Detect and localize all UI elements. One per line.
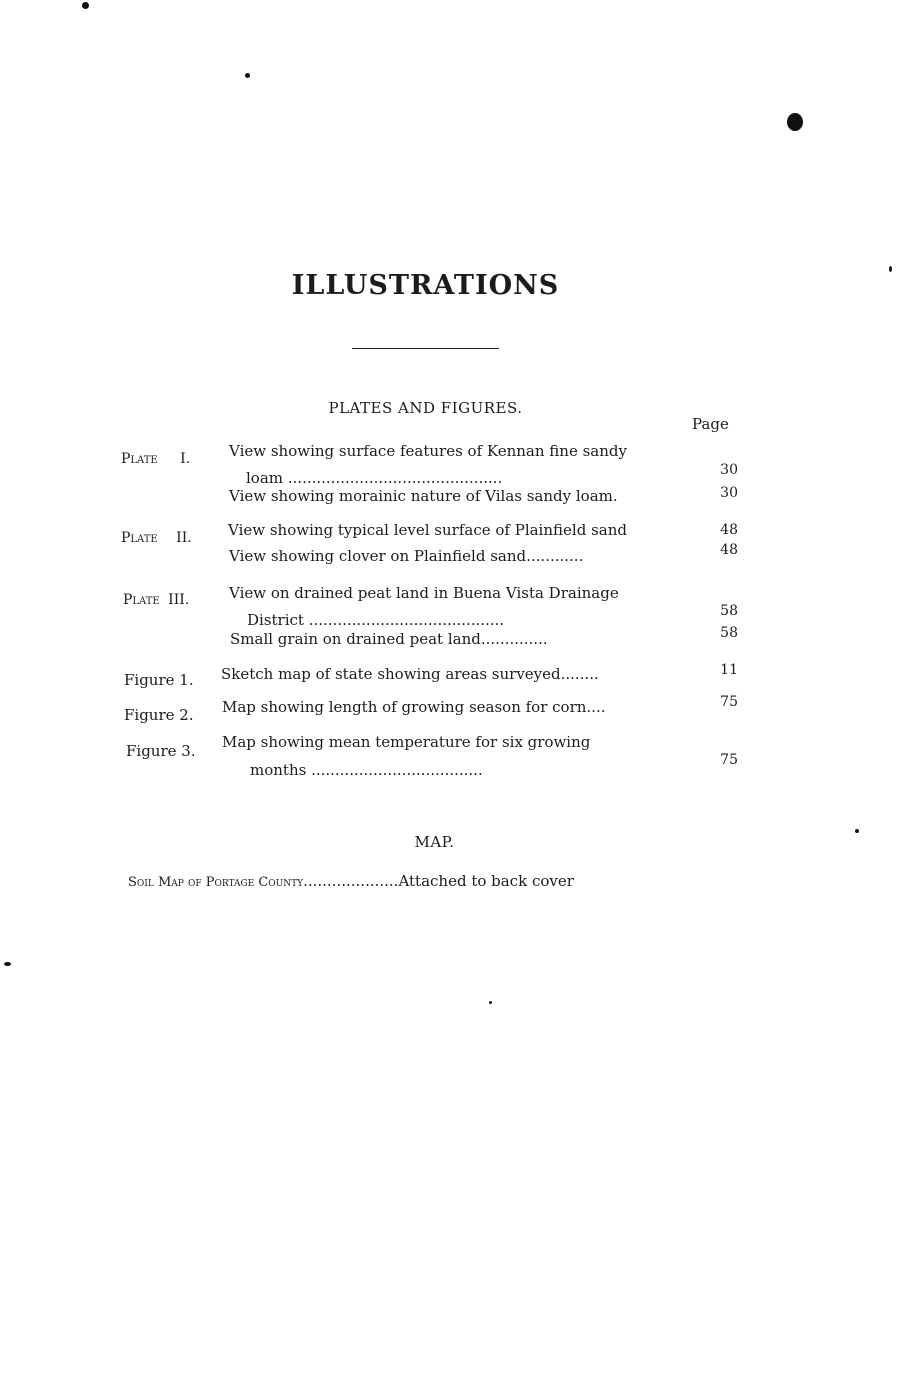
plate1-line3: View showing morainic nature of Vilas sandy loam. bbox=[229, 487, 618, 505]
plate-label bbox=[121, 451, 190, 467]
plates-heading: PLATES AND FIGURES. bbox=[328, 399, 523, 417]
soil-map-label: Soil Map of Portage County bbox=[128, 875, 304, 890]
map-heading: MAP. bbox=[414, 833, 455, 851]
plate3-line3: Small grain on drained peat land.............. bbox=[230, 630, 548, 648]
plate2-page1: 48 bbox=[720, 522, 738, 538]
figure3-line1: Map showing mean temperature for six growing bbox=[222, 733, 591, 751]
figure-label: Figure 2. bbox=[124, 706, 194, 724]
plate-number: I. bbox=[180, 451, 191, 467]
plate2-line1: View showing typical level surface of Plainfield sand bbox=[228, 521, 627, 539]
soil-map-entry bbox=[128, 872, 574, 890]
scan-speck bbox=[889, 266, 892, 272]
figure3-line2: months .................................... bbox=[250, 761, 483, 779]
plate-number: III. bbox=[168, 592, 190, 608]
plate3-page1: 58 bbox=[720, 603, 738, 619]
figure3-page: 75 bbox=[720, 752, 738, 768]
plate-label bbox=[123, 592, 189, 608]
figure-label: Figure 1. bbox=[124, 671, 194, 689]
plate-word: Plate bbox=[121, 530, 158, 546]
plate1-line2: loam ............................................. bbox=[246, 469, 503, 487]
scan-speck bbox=[82, 2, 89, 9]
plate2-page2: 48 bbox=[720, 542, 738, 558]
plate1-page1: 30 bbox=[720, 462, 738, 478]
plate-word: Plate bbox=[123, 592, 160, 608]
plate1-line1: View showing surface features of Kennan fine sandy bbox=[229, 442, 627, 460]
figure1-text: Sketch map of state showing areas surveyed........ bbox=[221, 665, 599, 683]
plate2-line2: View showing clover on Plainfield sand............ bbox=[229, 547, 584, 565]
plate-word: Plate bbox=[121, 451, 158, 467]
figure2-page: 75 bbox=[720, 694, 738, 710]
page-title: ILLUSTRATIONS bbox=[291, 270, 560, 301]
plate3-line1: View on drained peat land in Buena Vista Drainage bbox=[229, 584, 619, 602]
plate3-line2: District ......................................... bbox=[247, 611, 505, 629]
plate-number: II. bbox=[176, 530, 192, 546]
plate3-page2: 58 bbox=[720, 625, 738, 641]
scan-speck bbox=[489, 1001, 492, 1004]
soil-map-location: ....................Attached to back cover bbox=[303, 872, 574, 890]
figure2-text: Map showing length of growing season for corn.... bbox=[222, 698, 606, 716]
page-column-label: Page bbox=[692, 415, 729, 433]
scan-speck bbox=[787, 113, 803, 131]
title-rule bbox=[352, 348, 499, 349]
scan-speck bbox=[245, 73, 250, 78]
figure1-page: 11 bbox=[720, 662, 738, 678]
scan-speck bbox=[4, 962, 11, 966]
figure-label: Figure 3. bbox=[126, 742, 196, 760]
plate1-page2: 30 bbox=[720, 485, 738, 501]
plate-label bbox=[121, 530, 192, 546]
